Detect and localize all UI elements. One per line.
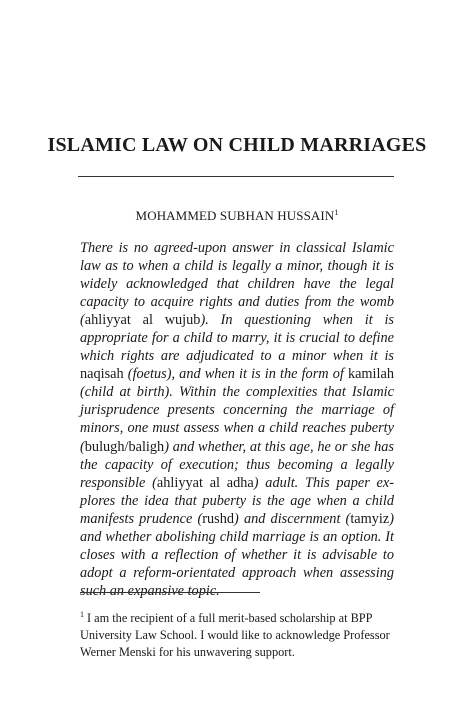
abstract-text: (foetus), and when it is in the form of [123,366,348,383]
abstract-text: There is no agreed-upon answer in classical Islamic law as to when a child is legally a minor, though it is widely acknowledged that children have the legal capacity to acquire rights and duties from the womb ( [80,240,394,329]
author-name: MOHAMMED SUBHAN HUSSAIN [135,208,335,223]
paper-title: ISLAMIC LAW ON CHILD MARRIAGES [47,134,427,156]
abstract-text: ). In questioning when it is appropriate for a child to marry, it is crucial to define which rights are adjudicated to a minor when it is [80,312,394,365]
abstract-term: naqisah [80,366,124,383]
abstract-term: tamyiz [350,510,390,527]
footnote-text: I am the recipient of a full merit-based scholarship at BPP University Law School. I would like to acknowledge Professor Werner Menski for his unwavering support. [80,611,390,659]
abstract-text: ) and whether, at this age, he or she has the capacity of execution; thus becoming a legally responsible ( [80,438,394,491]
footnote [80,606,396,661]
abstract-term: ahliyyat al adha [156,474,254,491]
author-footnote-mark: 1 [334,208,339,217]
abstract-term: bulugh/baligh [84,438,165,455]
abstract-term: kamilah [347,366,394,383]
abstract-text: ) and whether abolishing child marriage is an option. It closes with a reflection of whether it is advisable to adopt a reform-orientated approach when assessing such an expansive topic. [80,510,394,599]
footnote-divider [80,592,260,593]
footnote-mark: 1 [80,610,84,619]
abstract-text: ) adult. This paper explores the idea that puberty is the age when a child manifests prudence ( [80,474,394,527]
abstract-paragraph [80,239,394,600]
abstract-text: (child at birth). Within the complexities that Islamic jurisprudence presents concerning the marriage of minors, one must assess when a child reaches puberty ( [80,384,394,455]
author-line [0,208,474,224]
abstract-text: ) and discernment ( [234,510,351,527]
title-divider [78,176,394,177]
abstract-term: ahliyyat al wujub [84,312,201,329]
abstract-term: rushd [202,510,235,527]
